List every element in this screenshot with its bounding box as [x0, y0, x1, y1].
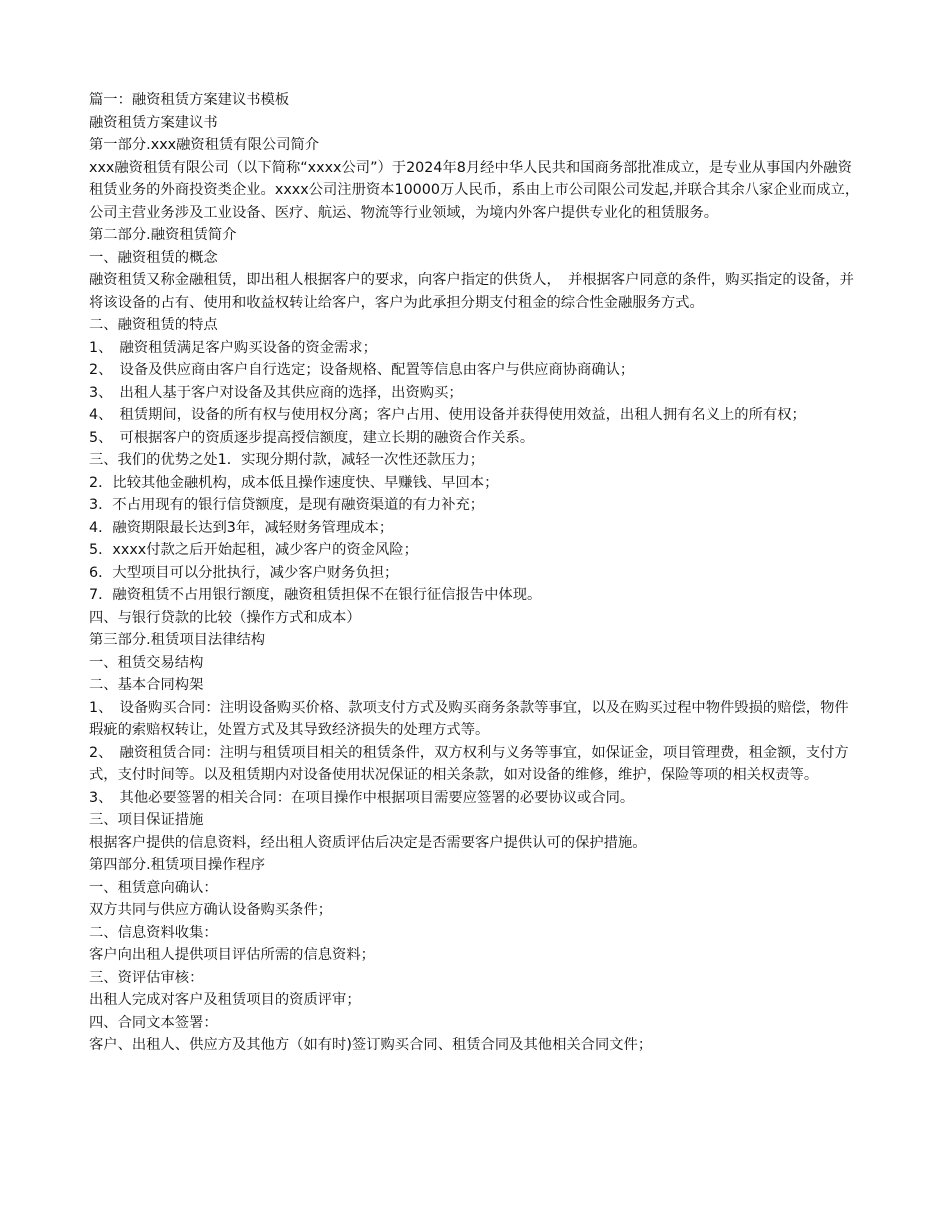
section-4-title: 第四部分.租赁项目操作程序 [89, 857, 266, 873]
concept-paragraph: 融资租赁又称金融租赁，即出租人根据客户的要求，向客户指定的供货人， 并根据客户同意的条件，购买指定的设备，并将该设备的占有、使用和收益权转让给客户，客户为此承担分期支付租金的综合性金融服务方式。 [89, 272, 854, 311]
document-heading: 篇一：融资租赁方案建议书模板 [89, 92, 290, 108]
advantage-item: 4．融资期限最长达到3年，减轻财务管理成本； [89, 519, 394, 536]
procedure-step-text: 出租人完成对客户及租赁项目的资质评审； [89, 992, 361, 1008]
feature-item: 3、 出租人基于客户对设备及其供应商的选择，出资购买； [89, 384, 463, 401]
procedure-step-title: 一、租赁意向确认： [89, 879, 218, 896]
document-body [89, 89, 861, 1057]
section-2-title: 第二部分.融资租赁简介 [89, 227, 237, 243]
section-3-title: 第三部分.租赁项目法律结构 [89, 632, 266, 648]
subsection-transaction-structure: 一、租赁交易结构 [89, 654, 204, 671]
procedure-step-text: 双方共同与供应方确认设备购买条件； [89, 902, 333, 918]
procedure-step-text: 客户、出租人、供应方及其他方（如有时)签订购买合同、租赁合同及其他相关合同文件； [89, 1037, 653, 1053]
section-1-title: 第一部分.xxx融资租赁有限公司简介 [89, 137, 320, 153]
advantage-item: 2．比较其他金融机构，成本低且操作速度快、早赚钱、早回本； [89, 474, 499, 491]
feature-item: 5、 可根据客户的资质逐步提高授信额度，建立长期的融资合作关系。 [89, 429, 535, 446]
advantage-item: 5．xxxx付款之后开始起租，减少客户的资金风险； [89, 542, 418, 558]
feature-item: 4、 租赁期间，设备的所有权与使用权分离；客户占用、使用设备并获得使用效益，出租人拥有名义上的所有权； [89, 407, 806, 423]
feature-item: 1、 融资租赁满足客户购买设备的资金需求； [89, 339, 377, 356]
advantage-item: 3．不占用现有的银行信贷额度，是现有融资渠道的有力补充； [89, 497, 485, 513]
contract-item: 2、 融资租赁合同：注明与租赁项目相关的租赁条件，双方权利与义务等事宜，如保证金，项目管理费，租金额，支付方式，支付时间等。以及租赁期内对设备使用状况保证的相关条款，如对设备的维修，维护，保险等项的相关权责等。 [89, 744, 849, 783]
subsection-concept: 一、融资租赁的概念 [89, 249, 218, 266]
advantage-item: 7．融资租赁不占用银行额度，融资租赁担保不在银行征信报告中体现。 [89, 587, 542, 603]
procedure-step-title: 二、信息资料收集： [89, 924, 218, 941]
procedure-step-text: 客户向出租人提供项目评估所需的信息资料； [89, 947, 375, 963]
subsection-features: 二、融资租赁的特点 [89, 317, 218, 333]
subsection-contract-framework: 二、基本合同构架 [89, 677, 204, 693]
feature-item: 2、 设备及供应商由客户自行选定；设备规格、配置等信息由客户与供应商协商确认； [89, 362, 635, 378]
contract-item: 1、 设备购买合同：注明设备购买价格、款项支付方式及购买商务条款等事宜，以及在购买过程中物件毁损的赔偿，物件瑕疵的索赔权转让，处置方式及其导致经济损失的处理方式等。 [89, 699, 849, 738]
advantage-item: 6．大型项目可以分批执行，减少客户财务负担； [89, 564, 399, 581]
company-intro-paragraph: xxx融资租赁有限公司（以下简称“xxxx公司”）于2024年8月经中华人民共和国商务部批准成立，是专业从事国内外融资租赁业务的外商投资类企业。xxxx公司注册资本10000万人民币，系由上市公司限公司发起,并联合其余八家企业而成立，公司主营业务涉及工业设备、医疗、航运、物流等行业领域，为境内外客户提供专业化的租赁服务。 [89, 159, 860, 221]
contract-item: 3、 其他必要签署的相关合同：在项目操作中根据项目需要应签署的必要协议或合同。 [89, 789, 635, 806]
subsection-bank-comparison: 四、与银行贷款的比较（操作方式和成本） [89, 609, 361, 626]
guarantee-paragraph: 根据客户提供的信息资料，经出租人资质评估后决定是否需要客户提供认可的保护措施。 [89, 834, 647, 851]
procedure-step-title: 四、合同文本签署： [89, 1014, 218, 1031]
advantage-item: 三、我们的优势之处1．实现分期付款，减轻一次性还款压力； [89, 452, 485, 468]
document-title: 融资租赁方案建议书 [89, 114, 218, 131]
procedure-step-title: 三、资评估审核： [89, 969, 204, 986]
subsection-guarantee: 三、项目保证措施 [89, 812, 204, 828]
